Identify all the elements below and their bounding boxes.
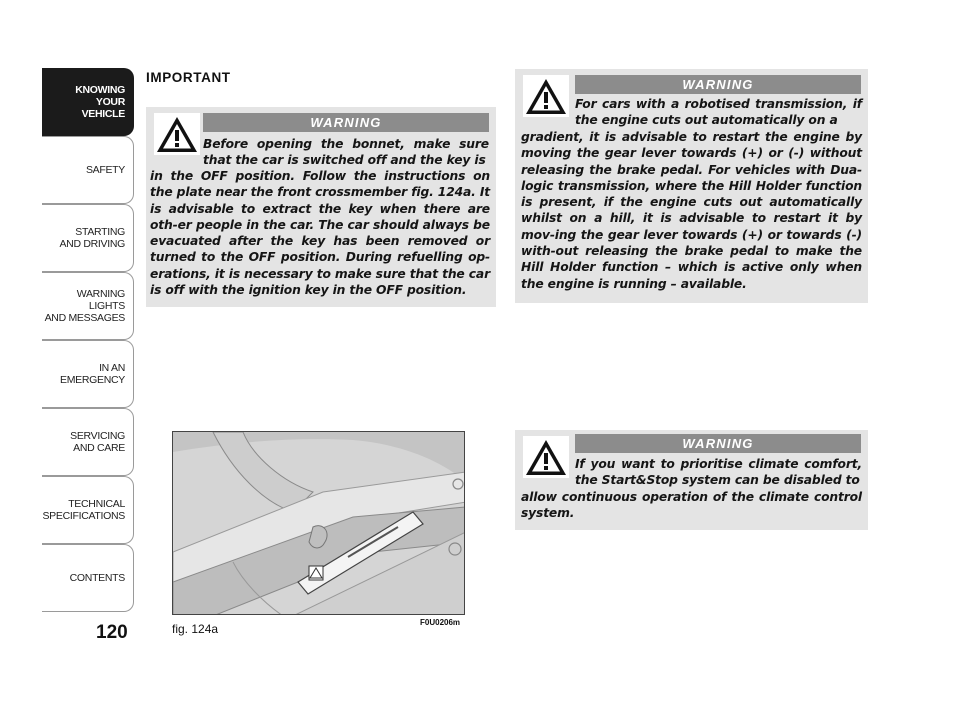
tab-warning-lights[interactable]: WARNING LIGHTS AND MESSAGES (42, 272, 134, 340)
warning-title: WARNING (203, 113, 489, 132)
tab-contents[interactable]: CONTENTS (42, 544, 134, 612)
warning-title: WARNING (575, 434, 861, 453)
warning-box-start-stop (515, 430, 868, 530)
warning-lead-text: If you want to prioritise climate comfort, the Start&Stop system can be disabled to (575, 457, 862, 488)
warning-triangle-icon (154, 113, 200, 155)
figure-code: F0U0206m (420, 618, 461, 627)
tab-safety[interactable]: SAFETY (42, 136, 134, 204)
warning-lead-text: For cars with a robotised transmission, if the engine cuts out automatically on a (575, 97, 862, 128)
warning-triangle-icon (523, 75, 569, 117)
tab-starting-and-driving[interactable]: STARTING AND DRIVING (42, 204, 134, 272)
section-heading: IMPORTANT (146, 70, 231, 85)
tab-knowing-your-vehicle[interactable]: KNOWING YOUR VEHICLE (42, 68, 134, 136)
engine-bay-illustration (173, 432, 465, 615)
warning-triangle-icon (523, 436, 569, 478)
warning-body-text: gradient, it is advisable to restart the engine by moving the gear lever towards (+) or (-) without releasing the brake pedal. For vehicles with Dua-logic transmission, where the Hill Holder function is present, if the engine cuts out automatically whilst on a hill, it is advisable to restart it by mov-ing the gear lever towards (+) or towards (-) with-out releasing the brake pedal to make the Hill Holder function – which is active only when the engine is running – available. (521, 130, 862, 291)
chapter-sidebar (42, 68, 134, 612)
warning-title: WARNING (575, 75, 861, 94)
page-number: 120 (96, 622, 128, 643)
figure-caption: fig. 124a (172, 622, 219, 636)
tab-technical-specifications[interactable]: TECHNICAL SPECIFICATIONS (42, 476, 134, 544)
tab-in-an-emergency[interactable]: IN AN EMERGENCY (42, 340, 134, 408)
warning-box-robotised-transmission (515, 69, 868, 303)
warning-box-bonnet (146, 107, 496, 307)
warning-body-text: allow continuous operation of the climate control system. (521, 490, 862, 521)
warning-lead-text: Before opening the bonnet, make sure that the car is switched off and the key is (203, 137, 489, 168)
warning-body-text: in the OFF position. Follow the instructions on the plate near the front crossmember fig. 124a. It is advisable to extract the key when there are oth-er people in the car. The car should always be evacuated after the key has been removed or turned to the OFF position. During refuelling op-erations, it is necessary to make sure that the car is off with the ignition key in the OFF position. (150, 169, 490, 298)
tab-servicing-and-care[interactable]: SERVICING AND CARE (42, 408, 134, 476)
figure-bonnet-plate (172, 431, 465, 615)
